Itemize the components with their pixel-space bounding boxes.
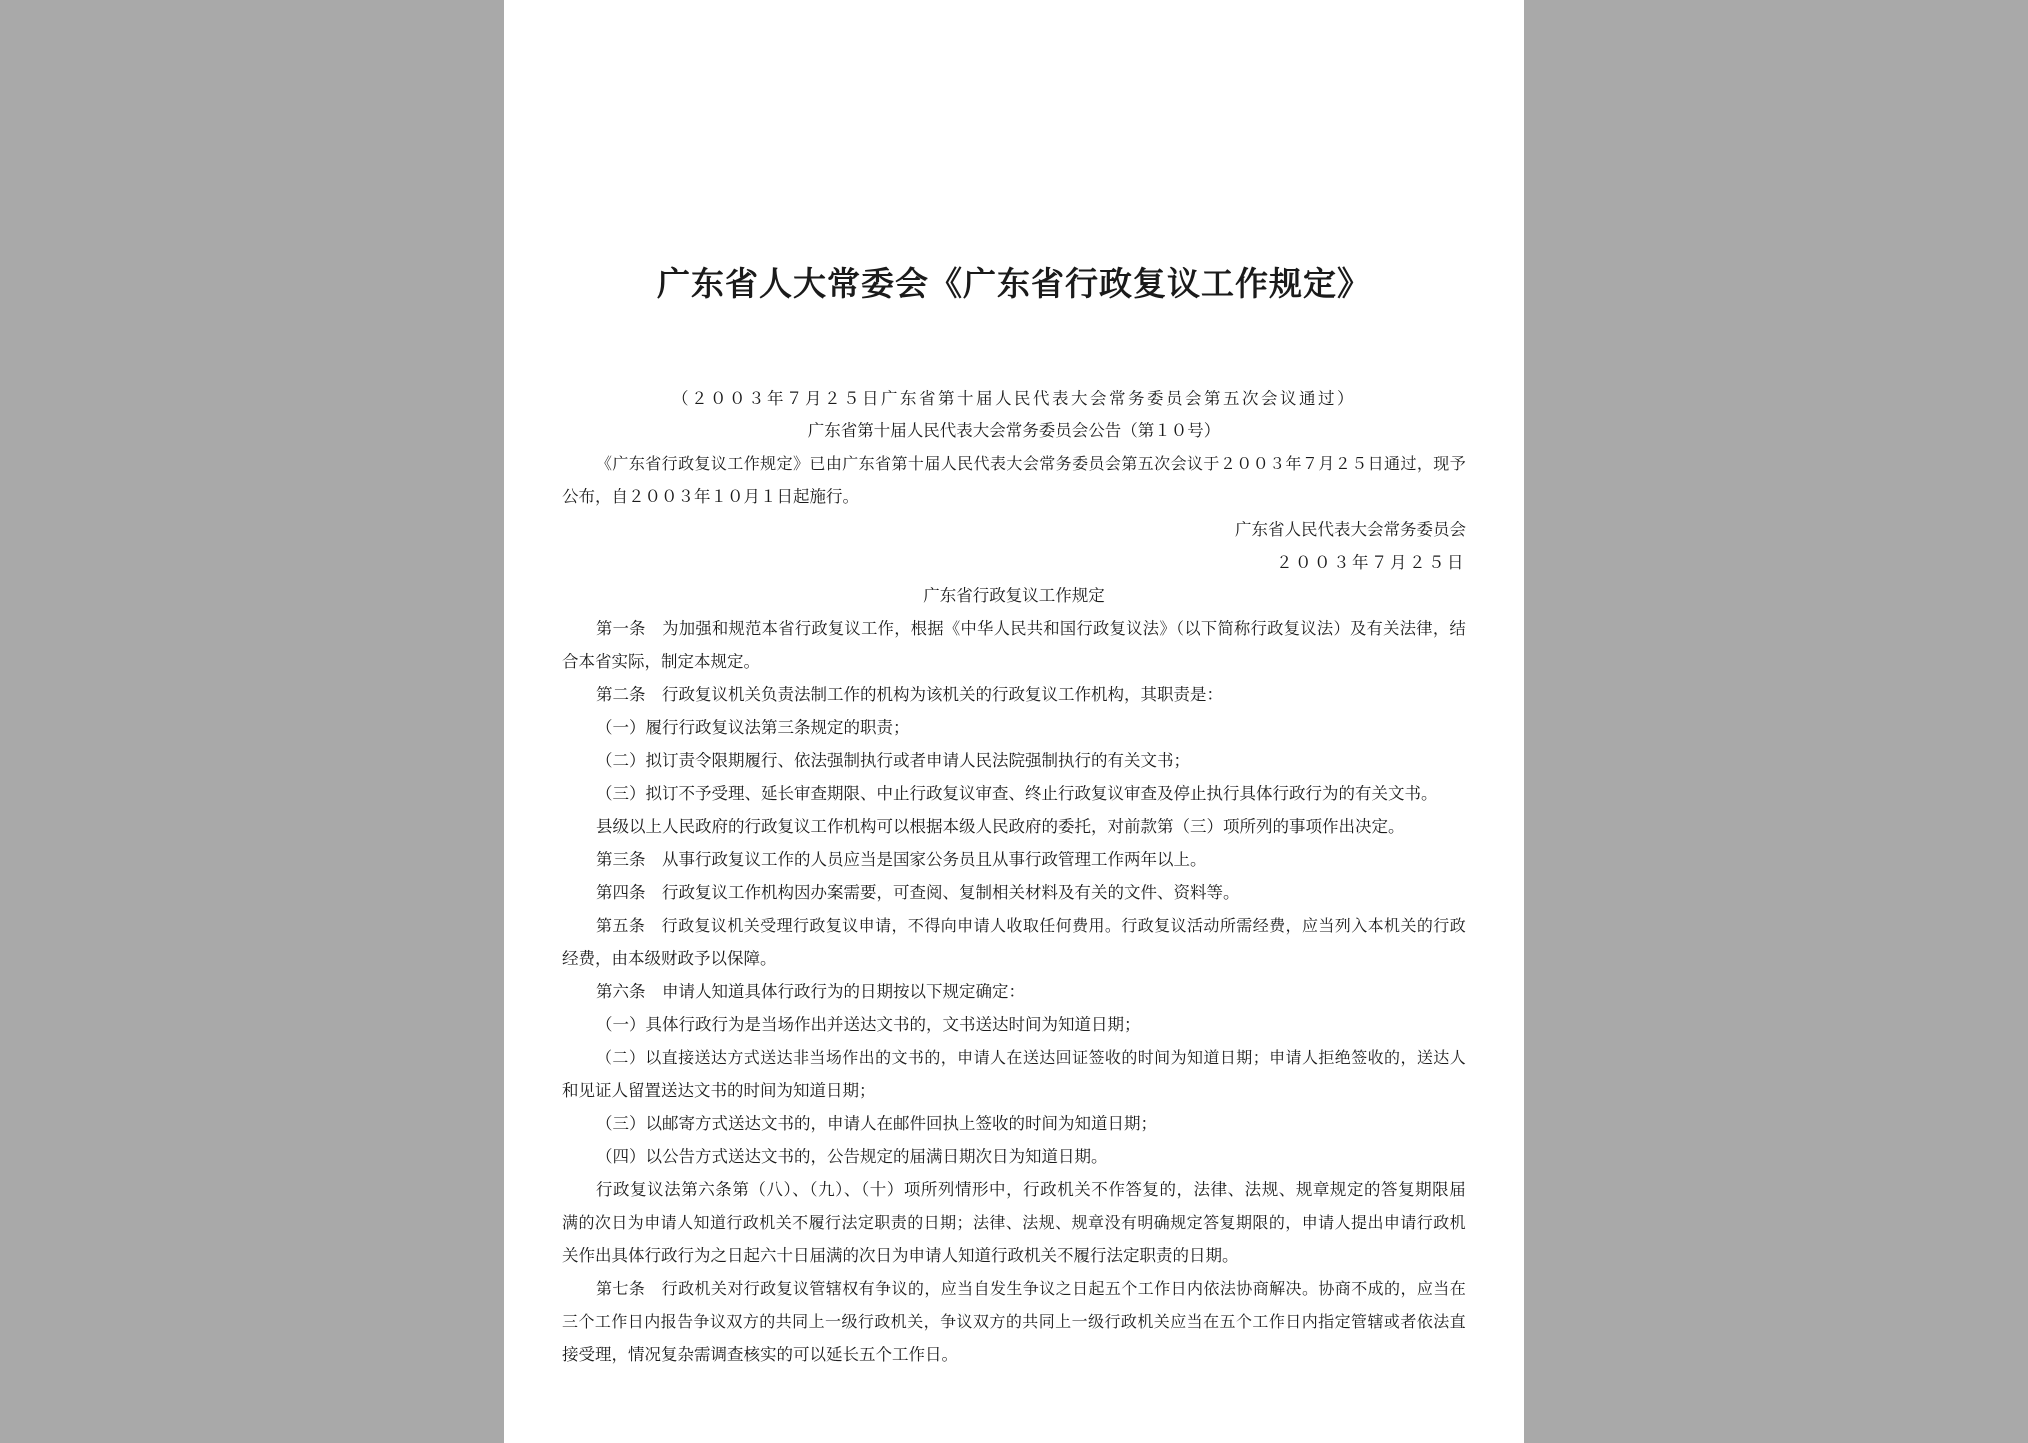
article-paragraph: 第一条 为加强和规范本省行政复议工作，根据《中华人民共和国行政复议法》（以下简称行政复议法）及有关法律，结: [596, 619, 1466, 638]
article-paragraph: 第六条 申请人知道具体行政行为的日期按以下规定确定：: [596, 982, 1025, 1001]
article-paragraph: 第七条 行政机关对行政复议管辖权有争议的，应当自发生争议之日起五个工作日内依法协商解决。协商不成的，应当在: [596, 1279, 1466, 1298]
article-paragraph: 关作出具体行政行为之日起六十日届满的次日为申请人知道行政机关不履行法定职责的日期。: [562, 1246, 1239, 1265]
article-paragraph: 接受理，情况复杂需调查核实的可以延长五个工作日。: [562, 1345, 958, 1364]
article-paragraph: 满的次日为申请人知道行政机关不履行法定职责的日期；法律、法规、规章没有明确规定答复期限的，申请人提出申请行政机: [562, 1213, 1466, 1232]
article-paragraph: 经费，由本级财政予以保障。: [562, 949, 777, 968]
article-paragraph: 第三条 从事行政复议工作的人员应当是国家公务员且从事行政管理工作两年以上。: [596, 850, 1207, 869]
article-item: （一）具体行政行为是当场作出并送达文书的，文书送达时间为知道日期；: [596, 1015, 1141, 1034]
article-paragraph: 行政复议法第六条第（八）、（九）、（十）项所列情形中，行政机关不作答复的，法律、法规、规章规定的答复期限届: [596, 1180, 1466, 1199]
article-paragraph: 第四条 行政复议工作机构因办案需要，可查阅、复制相关材料及有关的文件、资料等。: [596, 883, 1240, 902]
adoption-note: （２００３年７月２５日广东省第十届人民代表大会常务委员会第五次会议通过）: [672, 389, 1356, 408]
article-item: （三）以邮寄方式送达文书的，申请人在邮件回执上签收的时间为知道日期；: [596, 1114, 1157, 1133]
document-page: [504, 0, 1524, 1443]
article-item: （三）拟订不予受理、延长审查期限、中止行政复议审查、终止行政复议审查及停止执行具体行政行为的有关文书。: [596, 784, 1438, 803]
article-paragraph: 合本省实际，制定本规定。: [562, 652, 760, 671]
article-item: （四）以公告方式送达文书的，公告规定的届满日期次日为知道日期。: [596, 1147, 1108, 1166]
article-item: （二）以直接送达方式送达非当场作出的文书的，申请人在送达回证签收的时间为知道日期；申请人拒绝签收的，送达人: [596, 1048, 1466, 1067]
article-paragraph: 县级以上人民政府的行政复议工作机构可以根据本级人民政府的委托，对前款第（三）项所列的事项作出决定。: [596, 817, 1405, 836]
article-item: 和见证人留置送达文书的时间为知道日期；: [562, 1081, 876, 1100]
announcement-text: 公布，自２００３年１０月１日起施行。: [562, 487, 859, 506]
announcement-heading: 广东省第十届人民代表大会常务委员会公告（第１０号）: [807, 421, 1221, 440]
announcement-text: 《广东省行政复议工作规定》已由广东省第十届人民代表大会常务委员会第五次会议于２００３年７月２５日通过，现予: [596, 454, 1466, 473]
article-paragraph: 三个工作日内报告争议双方的共同上一级行政机关，争议双方的共同上一级行政机关应当在五个工作日内指定管辖或者依法直: [562, 1312, 1466, 1331]
article-paragraph: 第二条 行政复议机关负责法制工作的机构为该机关的行政复议工作机构，其职责是：: [596, 685, 1223, 704]
regulation-title: 广东省行政复议工作规定: [923, 586, 1105, 605]
article-paragraph: 第五条 行政复议机关受理行政复议申请，不得向申请人收取任何费用。行政复议活动所需经费，应当列入本机关的行政: [596, 916, 1466, 935]
document-title: 广东省人大常委会《广东省行政复议工作规定》: [657, 264, 1371, 303]
article-item: （二）拟订责令限期履行、依法强制执行或者申请人民法院强制执行的有关文书；: [596, 751, 1190, 770]
issuer-signature: 广东省人民代表大会常务委员会: [1235, 520, 1466, 539]
article-item: （一）履行行政复议法第三条规定的职责；: [596, 718, 910, 737]
issue-date: ２００３年７月２５日: [1276, 553, 1466, 572]
